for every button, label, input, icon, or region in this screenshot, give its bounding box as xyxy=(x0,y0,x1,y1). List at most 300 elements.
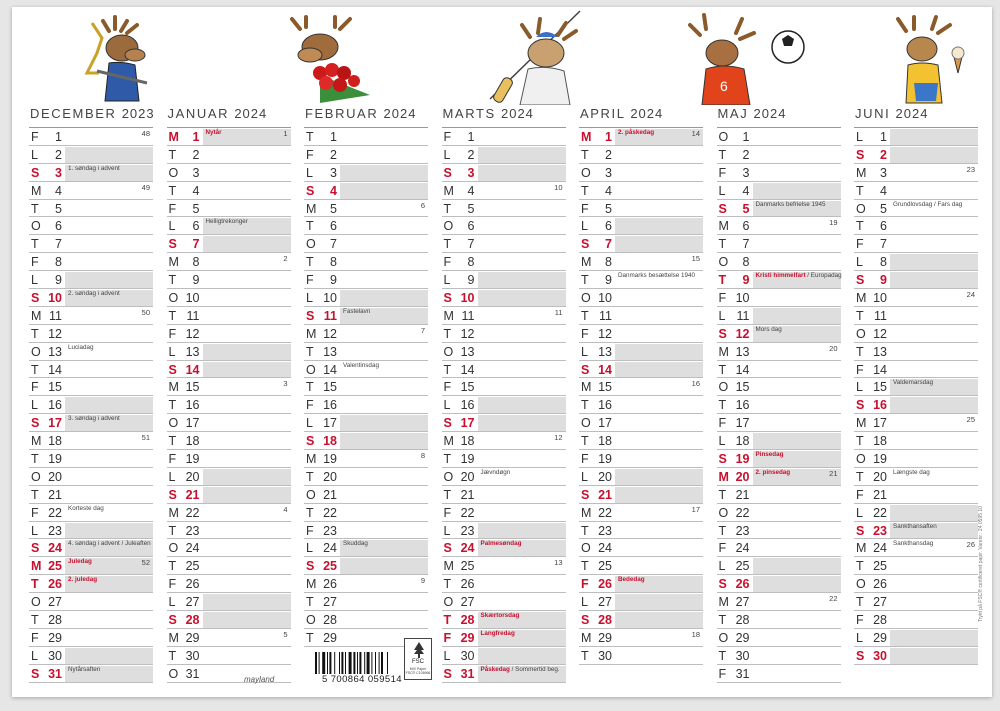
day-row xyxy=(29,325,153,343)
holiday-note xyxy=(68,666,100,674)
day-note-box xyxy=(615,201,703,217)
day-note-box xyxy=(203,290,291,306)
day-number: 24 xyxy=(323,541,337,556)
day-note-box xyxy=(340,344,428,360)
day-number: 11 xyxy=(599,308,612,323)
day-number: 19 xyxy=(735,452,750,467)
day-row xyxy=(29,450,153,468)
day-row xyxy=(167,647,291,665)
weekday-letter: M xyxy=(306,452,317,467)
weekday-letter: L xyxy=(856,380,863,395)
week-number: 51 xyxy=(141,433,150,443)
day-number: 13 xyxy=(185,344,200,359)
day-note-box xyxy=(478,290,566,306)
day-number: 13 xyxy=(735,344,750,359)
holiday-note xyxy=(206,129,222,137)
day-row xyxy=(167,468,291,486)
day-note-box xyxy=(203,362,291,378)
day-row xyxy=(167,235,291,253)
day-row xyxy=(304,486,428,504)
day-note-box xyxy=(890,129,978,145)
weekday-letter: O xyxy=(443,469,454,484)
month-header xyxy=(167,106,291,128)
day-row xyxy=(304,522,428,540)
day-number: 7 xyxy=(192,237,200,252)
weekday-letter: F xyxy=(306,273,314,288)
day-number: 9 xyxy=(330,273,337,288)
holiday-note xyxy=(68,540,151,548)
day-number: 2 xyxy=(605,147,612,162)
day-number: 14 xyxy=(48,362,62,377)
day-number: 22 xyxy=(735,505,750,520)
day-number: 19 xyxy=(48,452,62,467)
day-number: 6 xyxy=(605,219,612,234)
day-row xyxy=(29,629,153,647)
day-row xyxy=(29,468,153,486)
day-note-box xyxy=(615,612,703,628)
day-note-box xyxy=(203,540,291,556)
day-row xyxy=(442,164,566,182)
day-row xyxy=(854,539,978,557)
day-note-box xyxy=(340,451,428,467)
day-note-box xyxy=(890,147,978,163)
weekday-letter: T xyxy=(306,344,314,359)
weekday-letter: T xyxy=(718,613,727,628)
weekday-letter: O xyxy=(718,380,729,395)
day-row xyxy=(29,665,153,683)
day-row xyxy=(29,200,153,218)
day-row xyxy=(579,128,703,146)
weekday-letter: L xyxy=(31,398,38,413)
day-row xyxy=(717,665,841,683)
month-name: APRIL xyxy=(580,106,626,121)
day-number: 4 xyxy=(192,183,200,198)
day-number: 13 xyxy=(598,344,612,359)
note-text: 2. søndag i advent xyxy=(68,290,120,298)
day-row xyxy=(579,522,703,540)
day-number: 18 xyxy=(873,434,887,449)
day-row xyxy=(442,128,566,146)
weekday-letter: L xyxy=(856,630,863,645)
weekday-letter: T xyxy=(443,237,452,252)
day-note-box xyxy=(478,415,566,431)
month-name: JANUAR xyxy=(167,106,230,121)
day-number: 16 xyxy=(873,398,887,413)
weekday-letter: T xyxy=(718,237,727,252)
day-row xyxy=(442,575,566,593)
weekday-letter: T xyxy=(306,595,314,610)
day-row xyxy=(442,486,566,504)
day-number: 6 xyxy=(55,219,62,234)
day-number: 10 xyxy=(185,291,200,306)
day-number: 21 xyxy=(48,487,62,502)
day-note-box xyxy=(890,648,978,664)
weekday-letter: F xyxy=(31,505,39,520)
weekday-letter: F xyxy=(581,201,589,216)
day-number: 10 xyxy=(873,291,887,306)
barcode xyxy=(315,652,409,674)
day-note-box xyxy=(753,576,841,592)
day-row xyxy=(854,307,978,325)
day-row xyxy=(717,253,841,271)
holiday-note xyxy=(481,612,520,620)
day-note-box xyxy=(65,183,153,199)
day-number: 26 xyxy=(185,577,200,592)
holiday-note xyxy=(68,576,97,584)
day-note-box xyxy=(753,415,841,431)
note-text: Helligtrekonger xyxy=(205,218,248,226)
day-note-box xyxy=(753,505,841,521)
day-row xyxy=(854,378,978,396)
day-row xyxy=(717,307,841,325)
day-number: 13 xyxy=(873,344,887,359)
day-note-box xyxy=(753,218,841,234)
day-number: 28 xyxy=(873,613,887,628)
day-row xyxy=(304,307,428,325)
day-row xyxy=(854,629,978,647)
day-number: 10 xyxy=(48,291,62,306)
day-note-box xyxy=(890,362,978,378)
day-note-box xyxy=(65,469,153,485)
day-note-box xyxy=(478,254,566,270)
day-row xyxy=(854,325,978,343)
day-number: 10 xyxy=(323,291,337,306)
day-row xyxy=(717,164,841,182)
day-number: 3 xyxy=(330,165,337,180)
note-text: Mors dag xyxy=(755,325,782,333)
day-number: 22 xyxy=(323,505,337,520)
day-number: 20 xyxy=(460,469,475,484)
day-number: 12 xyxy=(323,326,337,341)
day-note-box xyxy=(340,576,428,592)
day-row xyxy=(304,504,428,522)
day-note-box xyxy=(340,505,428,521)
day-note-box xyxy=(340,236,428,252)
day-note-box xyxy=(890,433,978,449)
holiday-note xyxy=(481,630,515,638)
day-note-box xyxy=(753,648,841,664)
weekday-letter: L xyxy=(306,541,313,556)
weekday-letter: F xyxy=(718,291,727,306)
day-number: 14 xyxy=(598,362,612,377)
month-year: 2024 xyxy=(234,106,268,121)
day-row xyxy=(29,504,153,522)
day-row xyxy=(304,575,428,593)
day-note-box xyxy=(340,183,428,199)
weekday-letter: S xyxy=(31,541,40,556)
moose-icecream-icon xyxy=(884,13,974,105)
weekday-letter: M xyxy=(581,630,592,645)
day-number: 12 xyxy=(873,326,887,341)
day-number: 9 xyxy=(742,273,750,288)
day-number: 17 xyxy=(185,416,200,431)
week-number: 19 xyxy=(829,218,838,228)
day-row xyxy=(442,629,566,647)
day-note-box xyxy=(615,379,703,395)
day-row xyxy=(579,647,703,665)
month-header xyxy=(717,106,841,128)
day-number: 10 xyxy=(735,291,750,306)
day-number: 12 xyxy=(185,326,200,341)
day-number: 28 xyxy=(185,613,200,628)
month-year: 2024 xyxy=(500,106,534,121)
day-number: 29 xyxy=(48,630,62,645)
day-row xyxy=(579,414,703,432)
day-number: 1 xyxy=(605,130,612,144)
holiday-note xyxy=(481,469,511,477)
note-text: Længste dag xyxy=(893,468,930,476)
day-number: 15 xyxy=(185,380,200,395)
red-holiday-name: Kristi himmelfart xyxy=(755,272,806,280)
day-row xyxy=(167,289,291,307)
day-row xyxy=(167,200,291,218)
weekday-letter: T xyxy=(856,559,864,574)
weekday-letter: T xyxy=(31,201,39,216)
weekday-letter: L xyxy=(443,523,451,538)
day-row xyxy=(717,396,841,414)
weekday-letter: S xyxy=(856,147,865,162)
weekday-letter: T xyxy=(168,559,177,574)
weekday-letter: T xyxy=(856,219,864,234)
week-number: 18 xyxy=(691,629,700,639)
day-row xyxy=(717,146,841,164)
weekday-letter: L xyxy=(856,255,863,270)
day-note-box xyxy=(340,487,428,503)
weekday-letter: O xyxy=(168,541,179,556)
day-note-box xyxy=(340,218,428,234)
day-note-box xyxy=(478,326,566,342)
weekday-letter: T xyxy=(856,183,864,198)
day-row xyxy=(304,343,428,361)
red-holiday-name: Pinsedag xyxy=(755,451,784,459)
day-note-box xyxy=(203,147,291,163)
note-text: Valentinsdag xyxy=(343,361,379,369)
day-row xyxy=(717,217,841,235)
weekday-letter: S xyxy=(31,165,40,180)
day-row xyxy=(29,271,153,289)
day-note-box xyxy=(478,129,566,145)
day-note-box xyxy=(478,379,566,395)
weekday-letter: O xyxy=(306,487,316,502)
day-row xyxy=(167,325,291,343)
weekday-letter: T xyxy=(31,487,39,502)
day-number: 30 xyxy=(48,648,62,663)
red-holiday-name: 2. pinsedag xyxy=(755,468,791,476)
weekday-letter: S xyxy=(306,183,315,198)
day-row xyxy=(717,450,841,468)
day-number: 19 xyxy=(185,452,200,467)
note-text: Fastelavn xyxy=(343,307,371,315)
day-row xyxy=(167,253,291,271)
week-number: 16 xyxy=(691,379,700,389)
weekday-letter: T xyxy=(306,130,314,144)
day-row xyxy=(854,593,978,611)
month-name: MARTS xyxy=(442,106,496,121)
day-note-box xyxy=(890,254,978,270)
day-row xyxy=(717,557,841,575)
day-number: 3 xyxy=(467,165,475,180)
day-note-box xyxy=(478,648,566,664)
day-number: 25 xyxy=(185,559,200,574)
weekday-letter: T xyxy=(306,380,314,395)
holiday-note xyxy=(618,129,654,137)
weekday-letter: S xyxy=(443,416,452,431)
weekday-letter: T xyxy=(443,326,452,341)
day-number: 22 xyxy=(185,505,200,520)
weekday-letter: T xyxy=(856,344,864,359)
day-row xyxy=(854,128,978,146)
weekday-letter: L xyxy=(168,469,176,484)
day-row xyxy=(304,396,428,414)
weekday-letter: M xyxy=(168,380,179,395)
holiday-note xyxy=(206,218,248,226)
day-row xyxy=(717,414,841,432)
weekday-letter: T xyxy=(443,487,452,502)
day-row xyxy=(304,468,428,486)
note-text: Sankthansdag xyxy=(893,540,934,548)
day-number: 31 xyxy=(185,666,200,681)
day-number: 11 xyxy=(736,308,750,323)
weekday-letter: S xyxy=(168,487,177,502)
weekday-letter: S xyxy=(168,362,177,377)
day-row xyxy=(717,593,841,611)
day-note-box xyxy=(340,272,428,288)
day-row xyxy=(167,593,291,611)
weekday-letter: L xyxy=(443,398,451,413)
day-number: 29 xyxy=(323,630,337,645)
day-number: 24 xyxy=(873,541,887,556)
weekday-letter: F xyxy=(856,613,864,628)
day-row xyxy=(442,307,566,325)
day-number: 26 xyxy=(598,577,612,592)
day-note-box xyxy=(340,201,428,217)
day-row xyxy=(442,450,566,468)
day-row xyxy=(29,575,153,593)
day-number: 4 xyxy=(55,183,62,198)
weekday-letter: T xyxy=(306,469,314,484)
day-note-box xyxy=(615,505,703,521)
day-note-box xyxy=(890,272,978,288)
red-holiday-name: Juledag xyxy=(68,558,92,566)
weekday-letter: L xyxy=(581,219,588,234)
day-number: 23 xyxy=(460,523,475,538)
day-row xyxy=(304,271,428,289)
weekday-letter: T xyxy=(443,577,452,592)
day-row xyxy=(579,343,703,361)
day-note-box xyxy=(203,505,291,521)
day-note-box xyxy=(753,129,841,145)
day-number: 20 xyxy=(735,469,750,484)
holiday-note xyxy=(68,290,120,298)
month-januar xyxy=(167,106,291,683)
day-note-box xyxy=(615,218,703,234)
day-row xyxy=(442,253,566,271)
day-number: 29 xyxy=(873,630,887,645)
weekday-letter: T xyxy=(856,595,864,610)
month-april xyxy=(579,106,703,665)
note-text: 3. søndag i advent xyxy=(68,415,120,423)
day-row xyxy=(29,307,153,325)
weekday-letter: O xyxy=(581,416,591,431)
day-note-box xyxy=(615,326,703,342)
holiday-note xyxy=(343,308,370,316)
weekday-letter: O xyxy=(31,219,41,234)
weekday-letter: O xyxy=(31,344,41,359)
day-row xyxy=(29,522,153,540)
day-row xyxy=(167,128,291,146)
moose-handyman-icon xyxy=(77,13,167,105)
day-note-box xyxy=(478,433,566,449)
day-row xyxy=(442,182,566,200)
day-note-box xyxy=(478,505,566,521)
weekday-letter: F xyxy=(443,255,452,270)
day-row xyxy=(29,557,153,575)
day-note-box xyxy=(478,147,566,163)
week-number: 17 xyxy=(691,504,700,514)
day-row xyxy=(717,271,841,289)
day-row xyxy=(29,146,153,164)
day-row xyxy=(304,182,428,200)
weekday-letter: T xyxy=(306,255,314,270)
weekday-letter: L xyxy=(168,219,176,234)
day-number: 25 xyxy=(460,559,475,574)
day-note-box xyxy=(203,469,291,485)
weekday-letter: L xyxy=(718,183,726,198)
day-number: 9 xyxy=(55,273,62,288)
day-row xyxy=(579,200,703,218)
weekday-letter: O xyxy=(443,595,454,610)
day-row xyxy=(442,611,566,629)
day-note-box xyxy=(203,272,291,288)
day-number: 8 xyxy=(467,255,475,270)
day-note-box xyxy=(65,201,153,217)
day-row xyxy=(717,343,841,361)
day-row xyxy=(717,235,841,253)
day-number: 13 xyxy=(323,344,337,359)
day-number: 20 xyxy=(598,469,612,484)
day-number: 5 xyxy=(192,201,200,216)
day-row xyxy=(579,325,703,343)
day-note-box xyxy=(753,236,841,252)
day-row xyxy=(579,575,703,593)
weekday-letter: T xyxy=(856,308,864,323)
weekday-letter: L xyxy=(856,505,863,520)
weekday-letter: S xyxy=(856,648,865,663)
tree-icon xyxy=(413,642,425,658)
day-note-box xyxy=(615,487,703,503)
day-number: 27 xyxy=(48,595,62,610)
day-note-box xyxy=(65,523,153,539)
day-number: 19 xyxy=(323,452,337,467)
day-number: 8 xyxy=(55,255,62,270)
day-row xyxy=(854,611,978,629)
day-note-box xyxy=(478,272,566,288)
day-note-box xyxy=(753,147,841,163)
weekday-letter: O xyxy=(168,416,179,431)
weekday-letter: M xyxy=(306,326,317,341)
day-number: 24 xyxy=(598,541,612,556)
day-note-box xyxy=(65,254,153,270)
day-row xyxy=(717,575,841,593)
day-row xyxy=(579,289,703,307)
day-number: 18 xyxy=(598,434,612,449)
day-note-box xyxy=(203,594,291,610)
day-number: 3 xyxy=(55,165,62,180)
day-number: 26 xyxy=(323,577,337,592)
holiday-note xyxy=(68,558,92,566)
weekday-letter: S xyxy=(443,541,452,556)
day-number: 12 xyxy=(735,326,750,341)
